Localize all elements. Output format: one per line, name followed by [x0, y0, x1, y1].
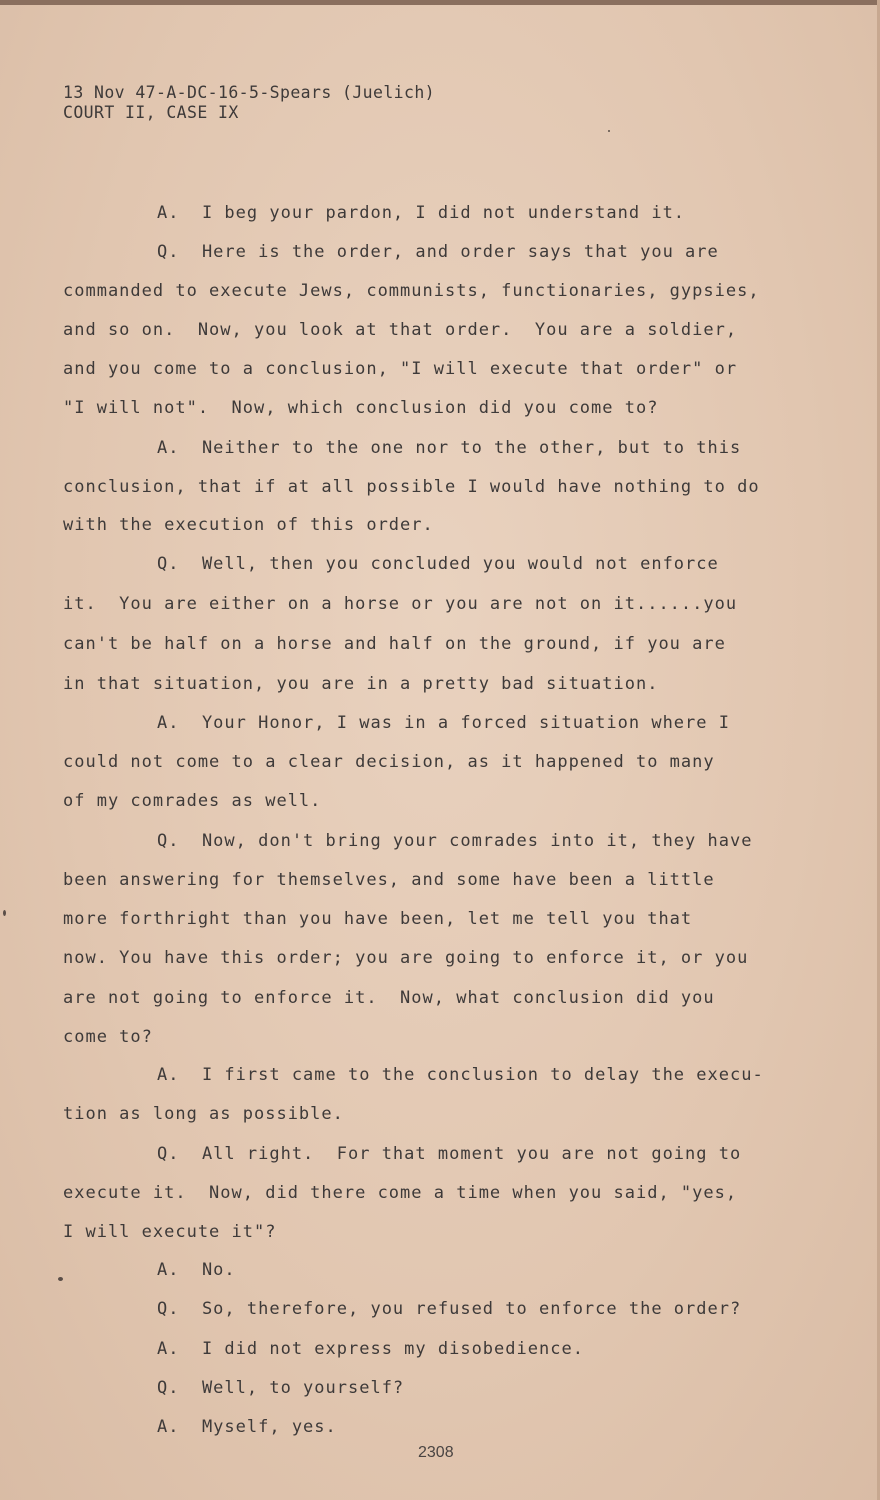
transcript-exchange-start: Q. Well, then you concluded you would not enforce — [157, 554, 719, 574]
header-court-case: COURT II, CASE IX — [63, 103, 239, 122]
paper-speck — [58, 1277, 63, 1281]
transcript-line: are not going to enforce it. Now, what conclusion did you — [63, 988, 715, 1008]
transcript-line: and so on. Now, you look at that order. You are a soldier, — [63, 320, 738, 340]
document-header — [63, 83, 435, 123]
transcript-line: "I will not". Now, which conclusion did you come to? — [63, 398, 659, 418]
transcript-exchange-start: Q. Now, don't bring your comrades into it, they have — [157, 831, 753, 851]
paper-speck — [3, 910, 6, 916]
transcript-line: of my comrades as well. — [63, 791, 322, 811]
header-case-reference: 13 Nov 47-A-DC-16-5-Spears (Juelich) — [63, 83, 436, 102]
page-number: 2308 — [418, 1444, 454, 1461]
transcript-line: could not come to a clear decision, as it happened to many — [63, 752, 715, 772]
transcript-exchange-start: A. Your Honor, I was in a forced situation where I — [157, 713, 730, 733]
transcript-line: can't be half on a horse and half on the ground, if you are — [63, 634, 726, 654]
transcript-exchange-start: A. I beg your pardon, I did not understand it. — [157, 203, 686, 223]
transcript-line: been answering for themselves, and some have been a little — [63, 870, 715, 890]
transcript-line: execute it. Now, did there come a time when you said, "yes, — [63, 1183, 738, 1203]
transcript-exchange-start: Q. Well, to yourself? — [157, 1378, 405, 1398]
transcript-line: now. You have this order; you are going to enforce it, or you — [63, 948, 749, 968]
transcript-exchange-start: A. I first came to the conclusion to delay the execu- — [157, 1065, 764, 1085]
transcript-exchange-start: A. Neither to the one nor to the other, but to this — [157, 438, 742, 458]
transcript-line: with the execution of this order. — [63, 515, 434, 535]
transcript-line: I will execute it"? — [63, 1222, 277, 1242]
transcript-line: more forthright than you have been, let me tell you that — [63, 909, 693, 929]
transcript-line: commanded to execute Jews, communists, functionaries, gypsies, — [63, 281, 760, 301]
transcript-exchange-start: Q. So, therefore, you refused to enforce the order? — [157, 1299, 742, 1319]
transcript-line: it. You are either on a horse or you are not on it......you — [63, 594, 738, 614]
transcript-exchange-start: A. I did not express my disobedience. — [157, 1339, 584, 1359]
transcript-line: in that situation, you are in a pretty bad situation. — [63, 674, 659, 694]
page-top-edge — [0, 0, 880, 5]
paper-speck — [608, 130, 610, 132]
transcript-exchange-start: A. No. — [157, 1260, 236, 1280]
transcript-exchange-start: Q. All right. For that moment you are not going to — [157, 1144, 742, 1164]
transcript-line: conclusion, that if at all possible I would have nothing to do — [63, 477, 760, 497]
transcript-line: and you come to a conclusion, "I will execute that order" or — [63, 359, 738, 379]
transcript-exchange-start: Q. Here is the order, and order says that you are — [157, 242, 719, 262]
transcript-line: tion as long as possible. — [63, 1104, 344, 1124]
transcript-exchange-start: A. Myself, yes. — [157, 1417, 337, 1437]
transcript-line: come to? — [63, 1027, 153, 1047]
